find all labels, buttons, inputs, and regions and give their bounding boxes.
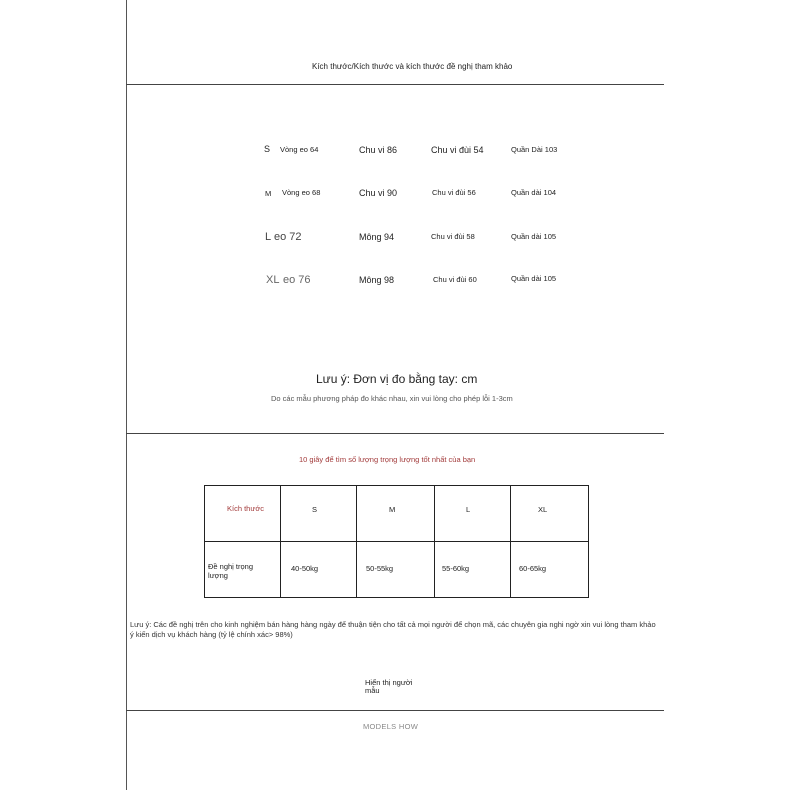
header-divider — [126, 84, 664, 85]
size-label: L — [265, 231, 272, 243]
waist-value: Vòng eo 64 — [280, 145, 319, 154]
table-row — [205, 542, 589, 598]
weight-value-xl: 60-65kg — [519, 564, 547, 573]
weight-section-title: 10 giây để tìm số lượng trọng lượng tốt nhất của bạn — [299, 455, 476, 464]
length-value: Quần dài 104 — [511, 188, 557, 197]
weight-table — [204, 485, 589, 598]
chest-value: Mông 94 — [359, 232, 395, 242]
measurement-note-subtitle: Do các mẫu phương pháp đo khác nhau, xin vui lòng cho phép lỗi 1-3cm — [271, 394, 513, 403]
waist-value: Vòng eo 68 — [282, 188, 321, 197]
weight-value-m: 50-55kg — [366, 564, 394, 573]
weight-value-s: 40-50kg — [291, 564, 319, 573]
thigh-value: Chu vi đùi 58 — [431, 232, 475, 241]
size-label: M — [265, 189, 272, 198]
table-header-m: M — [389, 505, 396, 514]
table-header-xl: XL — [538, 505, 548, 514]
thigh-value: Chu vi đùi 60 — [433, 275, 477, 284]
length-value: Quần dài 105 — [511, 232, 557, 241]
chest-value: Chu vi 90 — [359, 188, 398, 198]
table-header-s: S — [312, 505, 318, 514]
weight-value-l: 55-60kg — [442, 564, 470, 573]
thigh-value: Chu vi đùi 54 — [431, 145, 484, 155]
models-label: Hiển thị người mẫu — [365, 678, 413, 695]
measurement-note-title: Lưu ý: Đơn vị đo bằng tay: cm — [316, 372, 478, 386]
chest-value: Mông 98 — [359, 275, 395, 285]
size-label: S — [264, 144, 271, 154]
table-header-l: L — [466, 505, 471, 514]
table-header-size: Kích thước — [227, 504, 265, 513]
length-value: Quần Dài 103 — [511, 145, 558, 154]
models-section-title: MODELS HOW — [363, 722, 419, 731]
waist-value: eo 76 — [283, 274, 311, 286]
note-divider — [126, 433, 664, 434]
chest-value: Chu vi 86 — [359, 145, 398, 155]
table-header-row — [205, 486, 589, 542]
thigh-value: Chu vi đùi 56 — [432, 188, 476, 197]
row-label-weight: Đề nghị trọng lượng — [208, 562, 254, 580]
left-border-line — [126, 0, 127, 790]
page-title: Kích thước/Kích thước và kích thước đề nghị tham khảo — [312, 62, 513, 71]
disclaimer-text: Lưu ý: Các đề nghị trên cho kinh nghiệm bán hàng hàng ngày để thuận tiện cho tất cả mọi người để chọn mã, các chuyên gia nghi ngờ xin vui lòng tham khảo ý kiến dịch vụ khách hàng (tỷ lệ chính xác> 98%) — [130, 620, 656, 639]
size-label: XL — [266, 274, 280, 286]
models-divider — [126, 710, 664, 711]
length-value: Quần dài 105 — [511, 274, 557, 283]
waist-value: eo 72 — [274, 231, 302, 243]
